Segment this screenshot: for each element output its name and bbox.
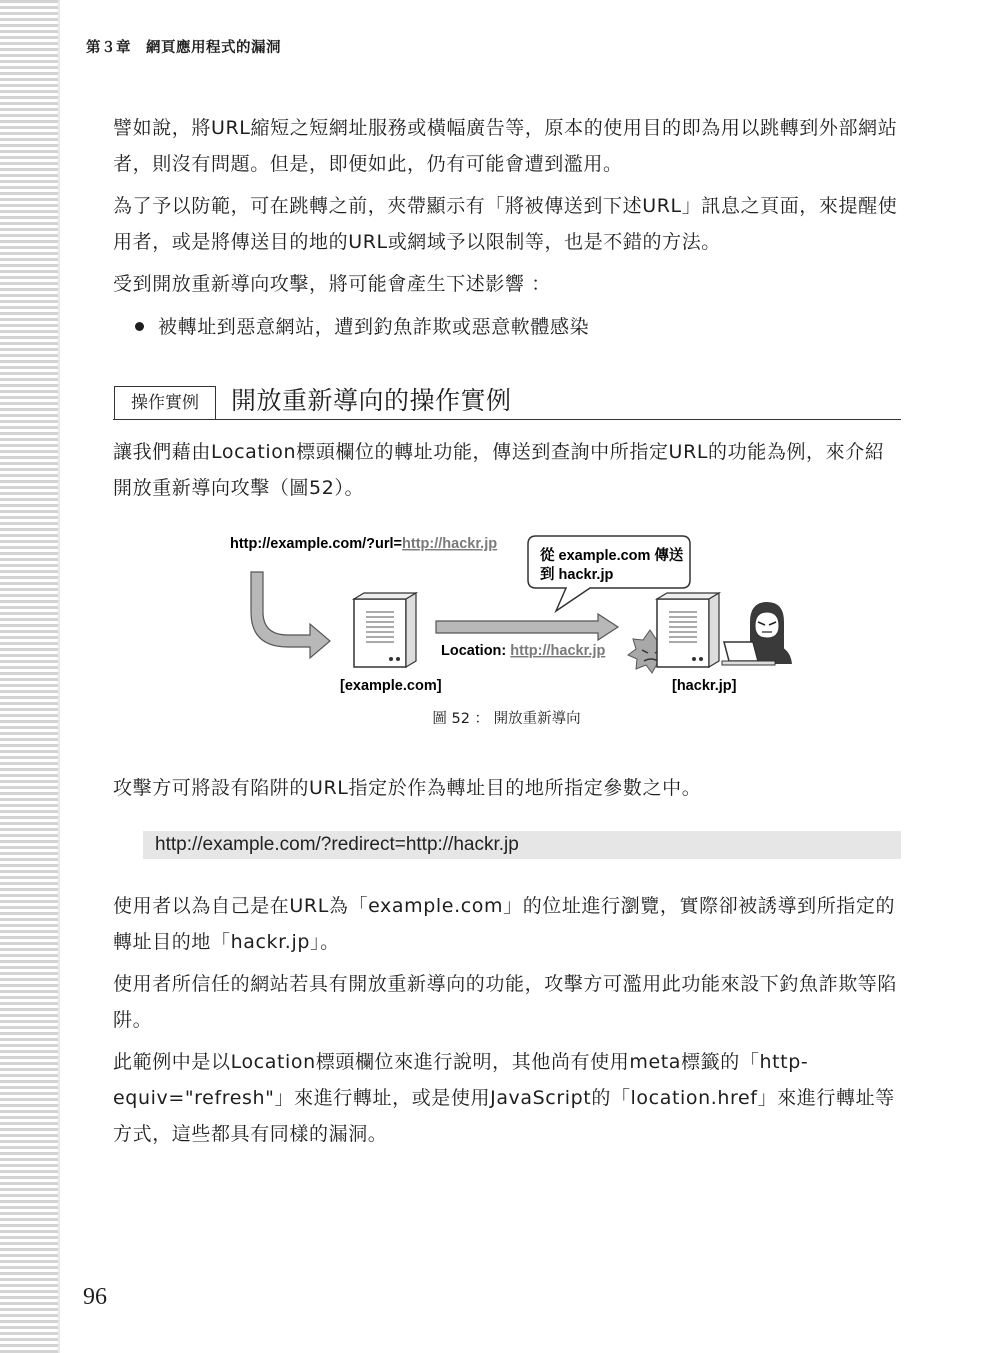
code-example: http://example.com/?redirect=http://hackr.jp (143, 831, 901, 859)
intro-paragraph-1: 譬如說，將URL縮短之短網址服務或橫幅廣告等，原本的使用目的即為用以跳轉到外部網站者，則沒有問題。但是，即便如此，仍有可能會遭到濫用。 (113, 117, 898, 175)
server-icon (354, 593, 416, 667)
location-header-text: Location: http://hackr.jp (441, 643, 606, 659)
hackr-server-label: [hackr.jp] (672, 678, 737, 694)
intro-paragraph-3: 受到開放重新導向攻擊，將可能會產生下述影響 ： (113, 273, 551, 295)
server-icon (657, 593, 719, 667)
bullet-item: 被轉址到惡意網站，遭到釣魚詐欺或惡意軟體感染 (158, 316, 590, 338)
bubble-text-line-2: 到 hackr.jp (540, 567, 614, 583)
body-paragraph-2: 使用者以為自己是在URL為「example.com」的位址進行瀏覽，實際卻被誘導到所指定的轉址目的地「hackr.jp」。 (113, 895, 896, 953)
section-rule (113, 419, 901, 420)
body-paragraph-1: 攻擊方可將設有陷阱的URL指定於作為轉址目的地所指定參數之中。 (113, 777, 702, 799)
redirect-arrow-icon (436, 614, 618, 640)
bullet-dot (135, 322, 144, 331)
curved-arrow-icon (251, 572, 330, 658)
page-number: 96 (83, 1284, 107, 1310)
open-redirect-diagram (0, 520, 1000, 705)
figure-caption: 圖 52 ： 開放重新導向 (432, 711, 581, 727)
bubble-text-line-1: 從 example.com 傳送 (540, 548, 684, 564)
request-url-text: http://example.com/?url=http://hackr.jp (230, 536, 498, 552)
body-paragraph-3: 使用者所信任的網站若具有開放重新導向的功能，攻擊方可濫用此功能來設下釣魚詐欺等陷阱。 (113, 973, 898, 1031)
chapter-header: 第３章 網頁應用程式的漏洞 (86, 40, 281, 56)
section-title: 開放重新導向的操作實例 (231, 386, 512, 415)
hacker-icon (722, 602, 792, 665)
intro-paragraph-2: 為了予以防範，可在跳轉之前，夾帶顯示有「將被傳送到下述URL」訊息之頁面，來提醒使用者，或是將傳送目的地的URL或網域予以限制等，也是不錯的方法。 (113, 195, 898, 253)
body-paragraph-4: 此範例中是以Location標頭欄位來進行說明，其他尚有使用meta標籤的「http-equiv="refresh"」來進行轉址，或是使用JavaScript的「location.href」來進行轉址等方式，這些都具有同樣的漏洞。 (113, 1051, 895, 1145)
section-paragraph: 讓我們藉由Location標頭欄位的轉址功能，傳送到查詢中所指定URL的功能為例，來介紹開放重新導向攻擊（圖52）。 (113, 441, 885, 499)
example-server-label: [example.com] (340, 678, 442, 694)
section-tag: 操作實例 (114, 386, 216, 419)
